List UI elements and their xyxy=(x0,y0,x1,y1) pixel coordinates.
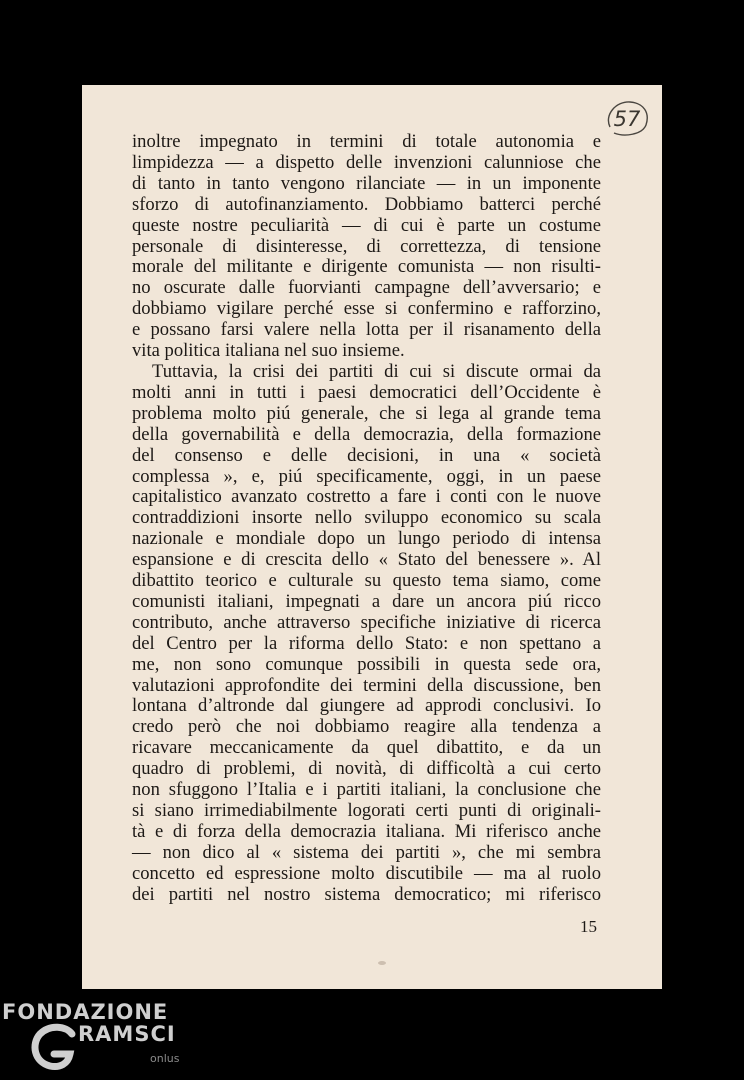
text-line: del consenso e delle decisioni, in una « società xyxy=(132,444,601,466)
text-line: si siano irrimediabilmente logorati certi punti di originali- xyxy=(132,800,601,821)
text-line: concetto ed espressione molto discutibile — ma al ruolo xyxy=(132,862,601,884)
text-line: comunisti italiani, impegnati a dare un ancora piú ricco xyxy=(132,590,601,612)
text-line: lontana d’altronde dal giungere ad approdi conclusivi. Io xyxy=(132,695,601,717)
text-line: queste nostre peculiarità — di cui è parte un costume xyxy=(132,214,601,236)
text-line: complessa », e, piú specificamente, oggi, in un paese xyxy=(132,465,601,487)
text-line: Tuttavia, la crisi dei partiti di cui si discute ormai da xyxy=(152,360,601,382)
text-line: capitalistico avanzato costretto a fare i conti con le nuove xyxy=(132,486,601,508)
text-line: di tanto in tanto vengono rilanciate — in un imponente xyxy=(132,172,601,194)
text-line: della governabilità e della democrazia, della formazione xyxy=(132,423,601,445)
watermark-line1: FONDAZIONE xyxy=(2,1000,169,1024)
text-line: no oscurate dalle fuorvianti campagne dell’avversario; e xyxy=(132,277,601,299)
text-line: inoltre impegnato in termini di totale autonomia e xyxy=(132,131,601,152)
paper-mark xyxy=(378,961,386,965)
body-text xyxy=(132,132,601,906)
text-line: valutazioni approfondite dei termini della discussione, ben xyxy=(132,674,601,696)
watermark-tagline: onlus xyxy=(150,1052,180,1065)
text-line: quadro di problemi, di novità, di difficoltà a cui certo xyxy=(132,758,601,780)
page-number: 15 xyxy=(580,917,597,936)
text-line: ricavare meccanicamente da quel dibattito, e da un xyxy=(132,737,601,759)
text-line: contraddizioni insorte nello sviluppo economico su scala xyxy=(132,507,601,529)
text-line: e possano farsi valere nella lotta per il risanamento della xyxy=(132,319,601,341)
gramsci-g-logo-icon xyxy=(28,1020,80,1072)
text-line: contributo, anche attraverso specifiche iniziative di ricerca xyxy=(132,611,601,633)
text-line: tà e di forza della democrazia italiana. Mi riferisco anche xyxy=(132,820,601,842)
document-page xyxy=(82,85,662,989)
text-line: problema molto piú generale, che si lega al grande tema xyxy=(132,402,601,424)
circle-annotation-icon xyxy=(602,97,652,141)
text-line: personale di disinteresse, di correttezza, di tensione xyxy=(132,235,601,257)
text-line: molti anni in tutti i paesi democratici dell’Occidente è xyxy=(132,381,601,403)
fondazione-gramsci-watermark xyxy=(2,1000,188,1078)
text-line: del Centro per la riforma dello Stato: e non spettano a xyxy=(132,632,601,654)
text-line: espansione e di crescita dello « Stato del benessere ». Al xyxy=(132,549,601,571)
text-line: credo però che noi dobbiamo reagire alla tendenza a xyxy=(132,716,601,738)
archive-number-text: 57 xyxy=(613,107,641,131)
text-line: dei partiti nel nostro sistema democratico; mi riferisco xyxy=(132,883,601,905)
text-line: limpidezza — a dispetto delle invenzioni calunniose che xyxy=(132,151,601,173)
text-line: vita politica italiana nel suo insieme. xyxy=(132,340,405,362)
text-line: sforzo di autofinanziamento. Dobbiamo batterci perché xyxy=(132,193,601,215)
archive-number-annotation xyxy=(606,101,648,137)
text-line: morale del militante e dirigente comunista — non risulti- xyxy=(132,256,601,278)
text-line: dibattito teorico e culturale su questo tema siamo, come xyxy=(132,570,601,592)
text-line: dobbiamo vigilare perché esse si confermino e rafforzino, xyxy=(132,298,601,320)
text-line: nazionale e mondiale dopo un lungo periodo di intensa xyxy=(132,528,601,550)
text-line: non sfuggono l’Italia e i partiti italiani, la conclusione che xyxy=(132,779,601,801)
text-line: me, non sono comunque possibili in questa sede ora, xyxy=(132,653,601,675)
watermark-line2: RAMSCI xyxy=(78,1022,176,1046)
text-line: — non dico al « sistema dei partiti », che mi sembra xyxy=(132,841,601,863)
